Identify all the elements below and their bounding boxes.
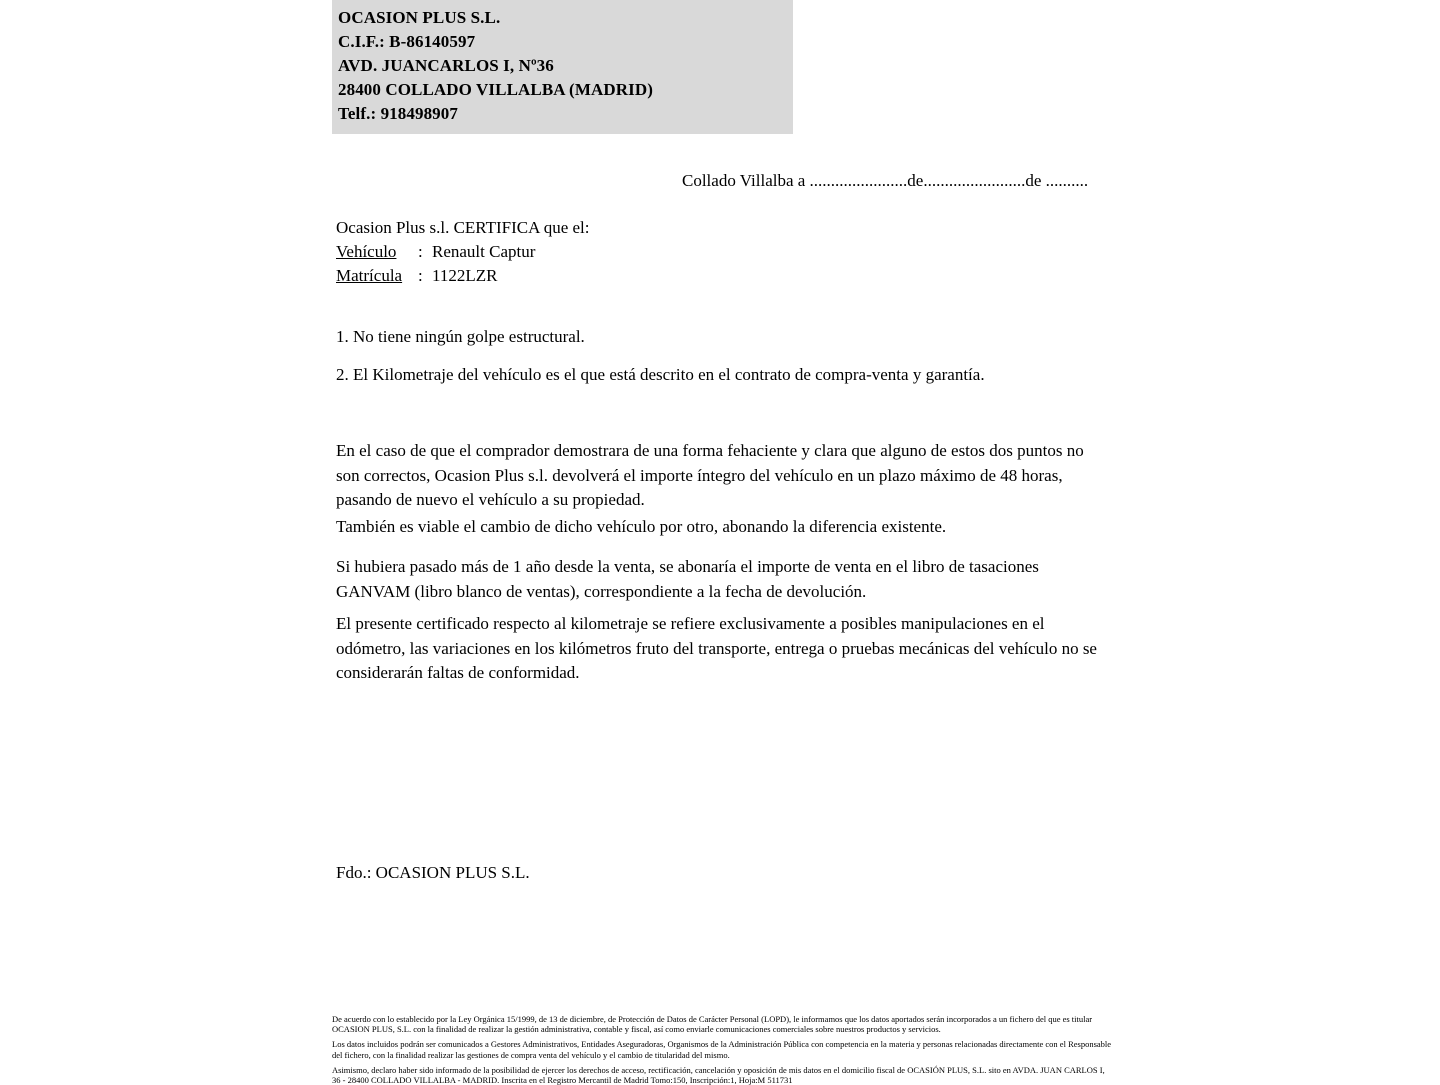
plate-row	[336, 264, 590, 288]
legal-paragraph: Asimismo, declaro haber sido informado de la posibilidad de ejercer los derechos de acceso, rectificación, cancelación y oposición de mis datos en el domicilio fiscal de OCASIÓN PLUS, S.L. sito en AVDA. JUAN CARLOS I, 36 - 28400 COLLADO VILLALBA - MADRID. Inscrita en el Registro Mercantil de Madrid Tomo:150, Inscripción:1, Hoja:M 511731	[332, 1064, 1105, 1085]
legal-footer	[332, 1014, 1112, 1085]
date-line: Collado Villalba a .......................de........................de ..........	[682, 171, 1089, 190]
plate-separator: :	[418, 266, 423, 285]
body-paragraph: En el caso de que el comprador demostrara de una forma fehaciente y clara que alguno de estos dos puntos no son correctos, Ocasion Plus s.l. devolverá el importe íntegro del vehículo en un plazo máximo de 48 horas, pasando de nuevo el vehículo a su propiedad.	[336, 441, 1084, 509]
certification-intro: Ocasion Plus s.l. CERTIFICA que el:	[336, 218, 590, 237]
company-city: 28400 COLLADO VILLALBA (MADRID)	[338, 80, 653, 99]
company-name: OCASION PLUS S.L.	[338, 8, 501, 27]
company-address: AVD. JUANCARLOS I, Nº36	[338, 56, 554, 75]
plate-value: 1122LZR	[432, 266, 498, 285]
company-phone: Telf.: 918498907	[338, 104, 458, 123]
body-paragraph: También es viable el cambio de dicho vehículo por otro, abonando la diferencia existente.	[336, 517, 947, 536]
vehicle-label: Vehículo	[336, 242, 397, 261]
legal-paragraph: De acuerdo con lo establecido por la Ley Orgánica 15/1999, de 13 de diciembre, de Protección de Datos de Carácter Personal (LOPD), le informamos que los datos aportados serán incorporados a un fichero del que es titular OCASION PLUS, S.L. con la finalidad de realizar la gestión administrativa, contable y fiscal, así como enviarle comunicaciones comerciales sobre nuestros productos y servicios.	[332, 1014, 1093, 1035]
letterhead-block	[332, 0, 793, 134]
signature-line: Fdo.: OCASION PLUS S.L.	[336, 863, 530, 882]
vehicle-separator: :	[418, 242, 423, 261]
vehicle-value: Renault Captur	[432, 242, 536, 261]
legal-paragraph: Los datos incluidos podrán ser comunicados a Gestores Administrativos, Entidades Aseguradoras, Organismos de la Administración Pública con competencia en la materia y personas relacionadas directamente con el Responsable del fichero, con la finalidad realizar las gestiones de compra venta del vehículo y el cambio de titularidad del mismo.	[332, 1039, 1112, 1060]
point-item: 1. No tiene ningún golpe estructural.	[336, 327, 585, 346]
plate-label: Matrícula	[336, 266, 403, 285]
vehicle-row	[336, 240, 590, 264]
certification-block	[336, 216, 590, 288]
body-paragraph: El presente certificado respecto al kilometraje se refiere exclusivamente a posibles manipulaciones en el odómetro, las variaciones en los kilómetros fruto del transporte, entrega o pruebas mecánicas del vehículo no se considerarán faltas de conformidad.	[336, 614, 1097, 682]
company-cif: C.I.F.: B-86140597	[338, 32, 476, 51]
body-paragraph: Si hubiera pasado más de 1 año desde la venta, se abonaría el importe de venta en el libro de tasaciones GANVAM (libro blanco de ventas), correspondiente a la fecha de devolución.	[336, 557, 1039, 601]
point-item: 2. El Kilometraje del vehículo es el que está descrito en el contrato de compra-venta y garantía.	[336, 365, 985, 384]
